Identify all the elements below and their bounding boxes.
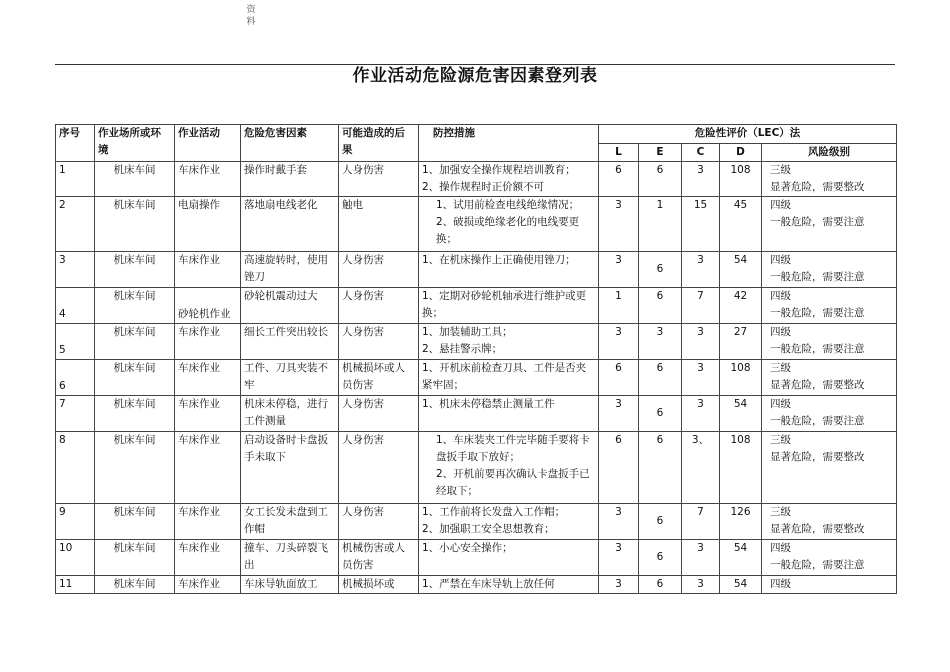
- cell-d: 45: [720, 197, 762, 252]
- cell-measures: [419, 252, 599, 288]
- cell-e: 6: [639, 252, 682, 288]
- risk-description: 一般危险，需要注意: [770, 271, 865, 283]
- header-c: C: [682, 144, 720, 162]
- cell-no: 5: [56, 324, 95, 360]
- cell-e: 6: [639, 360, 682, 396]
- cell-d: 42: [720, 288, 762, 324]
- risk-level: 四级: [770, 578, 791, 590]
- cell-activity: 车床作业: [175, 576, 241, 594]
- cell-activity: 车床作业: [175, 396, 241, 432]
- cell-hazard: 落地扇电线老化: [241, 197, 339, 252]
- cell-l: 3: [599, 396, 639, 432]
- cell-no: 7: [56, 396, 95, 432]
- measure-line: 1、在机床操作上正确使用锉刀；: [422, 254, 576, 266]
- measure-line: 1、试用前检查电线绝缘情况；: [436, 199, 580, 211]
- header-mark: 资料: [246, 5, 256, 27]
- header-grade: 风险级别: [762, 144, 897, 162]
- measure-line: 1、机床未停稳禁止测量工件: [422, 398, 555, 410]
- cell-consequence: 人身伤害: [339, 162, 419, 197]
- cell-measures: [419, 504, 599, 540]
- cell-place: 机床车间: [95, 504, 175, 540]
- header-l: L: [599, 144, 639, 162]
- cell-place: 机床车间: [95, 162, 175, 197]
- table-body: [56, 162, 897, 594]
- risk-description: 显著危险，需要整改: [770, 379, 865, 391]
- cell-e: 3: [639, 324, 682, 360]
- cell-hazard: 机床未停稳，进行工件测量: [241, 396, 339, 432]
- cell-consequence: 触电: [339, 197, 419, 252]
- measure-line: 1、定期对砂轮机轴承进行维护或更换；: [422, 290, 587, 319]
- cell-hazard: 车床导轨面放工: [241, 576, 339, 594]
- risk-level: 三级: [770, 164, 791, 176]
- cell-consequence: 机械伤害或人员伤害: [339, 540, 419, 576]
- cell-hazard: 撞车、刀头碎裂飞出: [241, 540, 339, 576]
- cell-consequence: 人身伤害: [339, 252, 419, 288]
- cell-measures: [419, 360, 599, 396]
- cell-activity: 车床作业: [175, 504, 241, 540]
- cell-measures: [419, 540, 599, 576]
- cell-hazard: 高速旋转时，使用锉刀: [241, 252, 339, 288]
- cell-activity: 车床作业: [175, 324, 241, 360]
- header-lec: 危险性评价（LEC）法: [599, 125, 897, 144]
- cell-consequence: 人身伤害: [339, 432, 419, 504]
- cell-consequence: 人身伤害: [339, 396, 419, 432]
- cell-grade: [762, 576, 897, 594]
- cell-no: 10: [56, 540, 95, 576]
- risk-level: 三级: [770, 506, 791, 518]
- header-d: D: [720, 144, 762, 162]
- cell-no: 8: [56, 432, 95, 504]
- header-consequence: 可能造成的后果: [339, 125, 419, 162]
- cell-l: 3: [599, 576, 639, 594]
- cell-c: 3: [682, 360, 720, 396]
- measure-line: 2、开机前要再次确认卡盘扳手已经取下；: [436, 468, 590, 497]
- cell-l: 1: [599, 288, 639, 324]
- measure-line: 1、车床装夹工件完毕随手要将卡盘扳手取下放好；: [436, 434, 590, 463]
- risk-level: 四级: [770, 542, 791, 554]
- cell-e: 6: [639, 576, 682, 594]
- header-measures: 防控措施: [419, 125, 599, 162]
- measure-line: 1、加装辅助工具；: [422, 326, 513, 338]
- cell-grade: [762, 396, 897, 432]
- cell-no: 3: [56, 252, 95, 288]
- table-row: [56, 162, 897, 197]
- measure-line: 1、小心安全操作；: [422, 542, 513, 554]
- measure-line: 1、严禁在车床导轨上放任何: [422, 578, 555, 590]
- risk-description: 显著危险，需要整改: [770, 181, 865, 193]
- cell-place: 机床车间: [95, 432, 175, 504]
- cell-d: 54: [720, 540, 762, 576]
- risk-description: 一般危险，需要注意: [770, 216, 865, 228]
- cell-no: 1: [56, 162, 95, 197]
- risk-description: 一般危险，需要注意: [770, 307, 865, 319]
- cell-e: 6: [639, 162, 682, 197]
- cell-measures: [419, 432, 599, 504]
- cell-measures: [419, 576, 599, 594]
- cell-place: 机床车间: [95, 360, 175, 396]
- cell-c: 15: [682, 197, 720, 252]
- header-hazard: 危险危害因素: [241, 125, 339, 162]
- cell-c: 7: [682, 288, 720, 324]
- risk-description: 显著危险，需要整改: [770, 523, 865, 535]
- cell-grade: [762, 324, 897, 360]
- cell-e: 6: [639, 432, 682, 504]
- cell-grade: [762, 288, 897, 324]
- cell-activity: 电扇操作: [175, 197, 241, 252]
- cell-c: 3: [682, 252, 720, 288]
- cell-hazard: 砂轮机震动过大: [241, 288, 339, 324]
- cell-grade: [762, 504, 897, 540]
- cell-no: 9: [56, 504, 95, 540]
- cell-measures: [419, 396, 599, 432]
- cell-hazard: 细长工件突出较长: [241, 324, 339, 360]
- table-row: [56, 540, 897, 576]
- cell-activity: 砂轮机作业: [175, 288, 241, 324]
- cell-d: 108: [720, 162, 762, 197]
- cell-l: 3: [599, 197, 639, 252]
- cell-activity: 车床作业: [175, 360, 241, 396]
- cell-c: 3: [682, 576, 720, 594]
- cell-place: 机床车间: [95, 540, 175, 576]
- risk-level: 四级: [770, 398, 791, 410]
- cell-grade: [762, 540, 897, 576]
- cell-measures: [419, 324, 599, 360]
- cell-measures: [419, 288, 599, 324]
- cell-l: 6: [599, 360, 639, 396]
- measure-line: 2、破损或绝缘老化的电线要更换；: [436, 216, 580, 245]
- cell-grade: [762, 197, 897, 252]
- cell-place: 机床车间: [95, 288, 175, 324]
- cell-no: 4: [56, 288, 95, 324]
- cell-d: 126: [720, 504, 762, 540]
- cell-hazard: 女工长发未盘到工作帽: [241, 504, 339, 540]
- cell-e: 6: [639, 504, 682, 540]
- header-e: E: [639, 144, 682, 162]
- table-row: [56, 288, 897, 324]
- table-row: [56, 504, 897, 540]
- cell-c: 3、: [682, 432, 720, 504]
- header-place: 作业场所或环境: [95, 125, 175, 162]
- cell-no: 11: [56, 576, 95, 594]
- cell-place: 机床车间: [95, 197, 175, 252]
- header-no: 序号: [56, 125, 95, 162]
- header-activity: 作业活动: [175, 125, 241, 162]
- cell-no: 6: [56, 360, 95, 396]
- measure-line: 2、操作规程时正价额不可: [422, 181, 545, 193]
- cell-d: 27: [720, 324, 762, 360]
- cell-e: 1: [639, 197, 682, 252]
- risk-description: 显著危险，需要整改: [770, 451, 865, 463]
- cell-consequence: 人身伤害: [339, 324, 419, 360]
- cell-e: 6: [639, 540, 682, 576]
- risk-level: 三级: [770, 434, 791, 446]
- cell-place: 机床车间: [95, 396, 175, 432]
- table-row: [56, 252, 897, 288]
- cell-consequence: 机械损坏或: [339, 576, 419, 594]
- table-row: [56, 576, 897, 594]
- cell-l: 3: [599, 504, 639, 540]
- cell-l: 3: [599, 540, 639, 576]
- cell-place: 机床车间: [95, 252, 175, 288]
- risk-level: 三级: [770, 362, 791, 374]
- cell-e: 6: [639, 396, 682, 432]
- cell-l: 3: [599, 252, 639, 288]
- page-title: 作业活动危险源危害因素登列表: [352, 66, 598, 86]
- table-row: [56, 360, 897, 396]
- cell-activity: 车床作业: [175, 252, 241, 288]
- cell-measures: [419, 162, 599, 197]
- table-row: [56, 396, 897, 432]
- cell-no: 2: [56, 197, 95, 252]
- cell-d: 108: [720, 360, 762, 396]
- cell-consequence: 机械损坏或人员伤害: [339, 360, 419, 396]
- measure-line: 2、悬挂警示牌；: [422, 343, 503, 355]
- risk-description: 一般危险，需要注意: [770, 343, 865, 355]
- risk-level: 四级: [770, 326, 791, 338]
- cell-c: 3: [682, 540, 720, 576]
- risk-level: 四级: [770, 254, 791, 266]
- cell-measures: [419, 197, 599, 252]
- cell-grade: [762, 252, 897, 288]
- cell-grade: [762, 360, 897, 396]
- cell-l: 6: [599, 162, 639, 197]
- measure-line: 2、加强职工安全思想教育；: [422, 523, 555, 535]
- cell-activity: 车床作业: [175, 162, 241, 197]
- cell-consequence: 人身伤害: [339, 288, 419, 324]
- cell-c: 7: [682, 504, 720, 540]
- measure-line: 1、工作前将长发盘入工作帽；: [422, 506, 566, 518]
- cell-place: 机床车间: [95, 324, 175, 360]
- cell-d: 54: [720, 252, 762, 288]
- risk-description: 一般危险，需要注意: [770, 415, 865, 427]
- cell-grade: [762, 162, 897, 197]
- cell-hazard: 工件、刀具夹装不牢: [241, 360, 339, 396]
- table-row: [56, 432, 897, 504]
- cell-consequence: 人身伤害: [339, 504, 419, 540]
- cell-d: 54: [720, 576, 762, 594]
- cell-e: 6: [639, 288, 682, 324]
- cell-activity: 车床作业: [175, 432, 241, 504]
- cell-place: 机床车间: [95, 576, 175, 594]
- cell-c: 3: [682, 324, 720, 360]
- hazard-register-table: [55, 124, 897, 594]
- risk-description: 一般危险，需要注意: [770, 559, 865, 571]
- risk-level: 四级: [770, 199, 791, 211]
- cell-hazard: 启动设备时卡盘扳手未取下: [241, 432, 339, 504]
- cell-l: 6: [599, 432, 639, 504]
- table-row: [56, 197, 897, 252]
- risk-level: 四级: [770, 290, 791, 302]
- cell-c: 3: [682, 396, 720, 432]
- measure-line: 1、开机床前检查刀具、工件是否夹紧牢固；: [422, 362, 587, 391]
- measure-line: 1、加强安全操作规程培训教育；: [422, 164, 576, 176]
- table-row: [56, 324, 897, 360]
- cell-hazard: 操作时戴手套: [241, 162, 339, 197]
- cell-activity: 车床作业: [175, 540, 241, 576]
- cell-grade: [762, 432, 897, 504]
- cell-d: 108: [720, 432, 762, 504]
- cell-l: 3: [599, 324, 639, 360]
- cell-d: 54: [720, 396, 762, 432]
- cell-c: 3: [682, 162, 720, 197]
